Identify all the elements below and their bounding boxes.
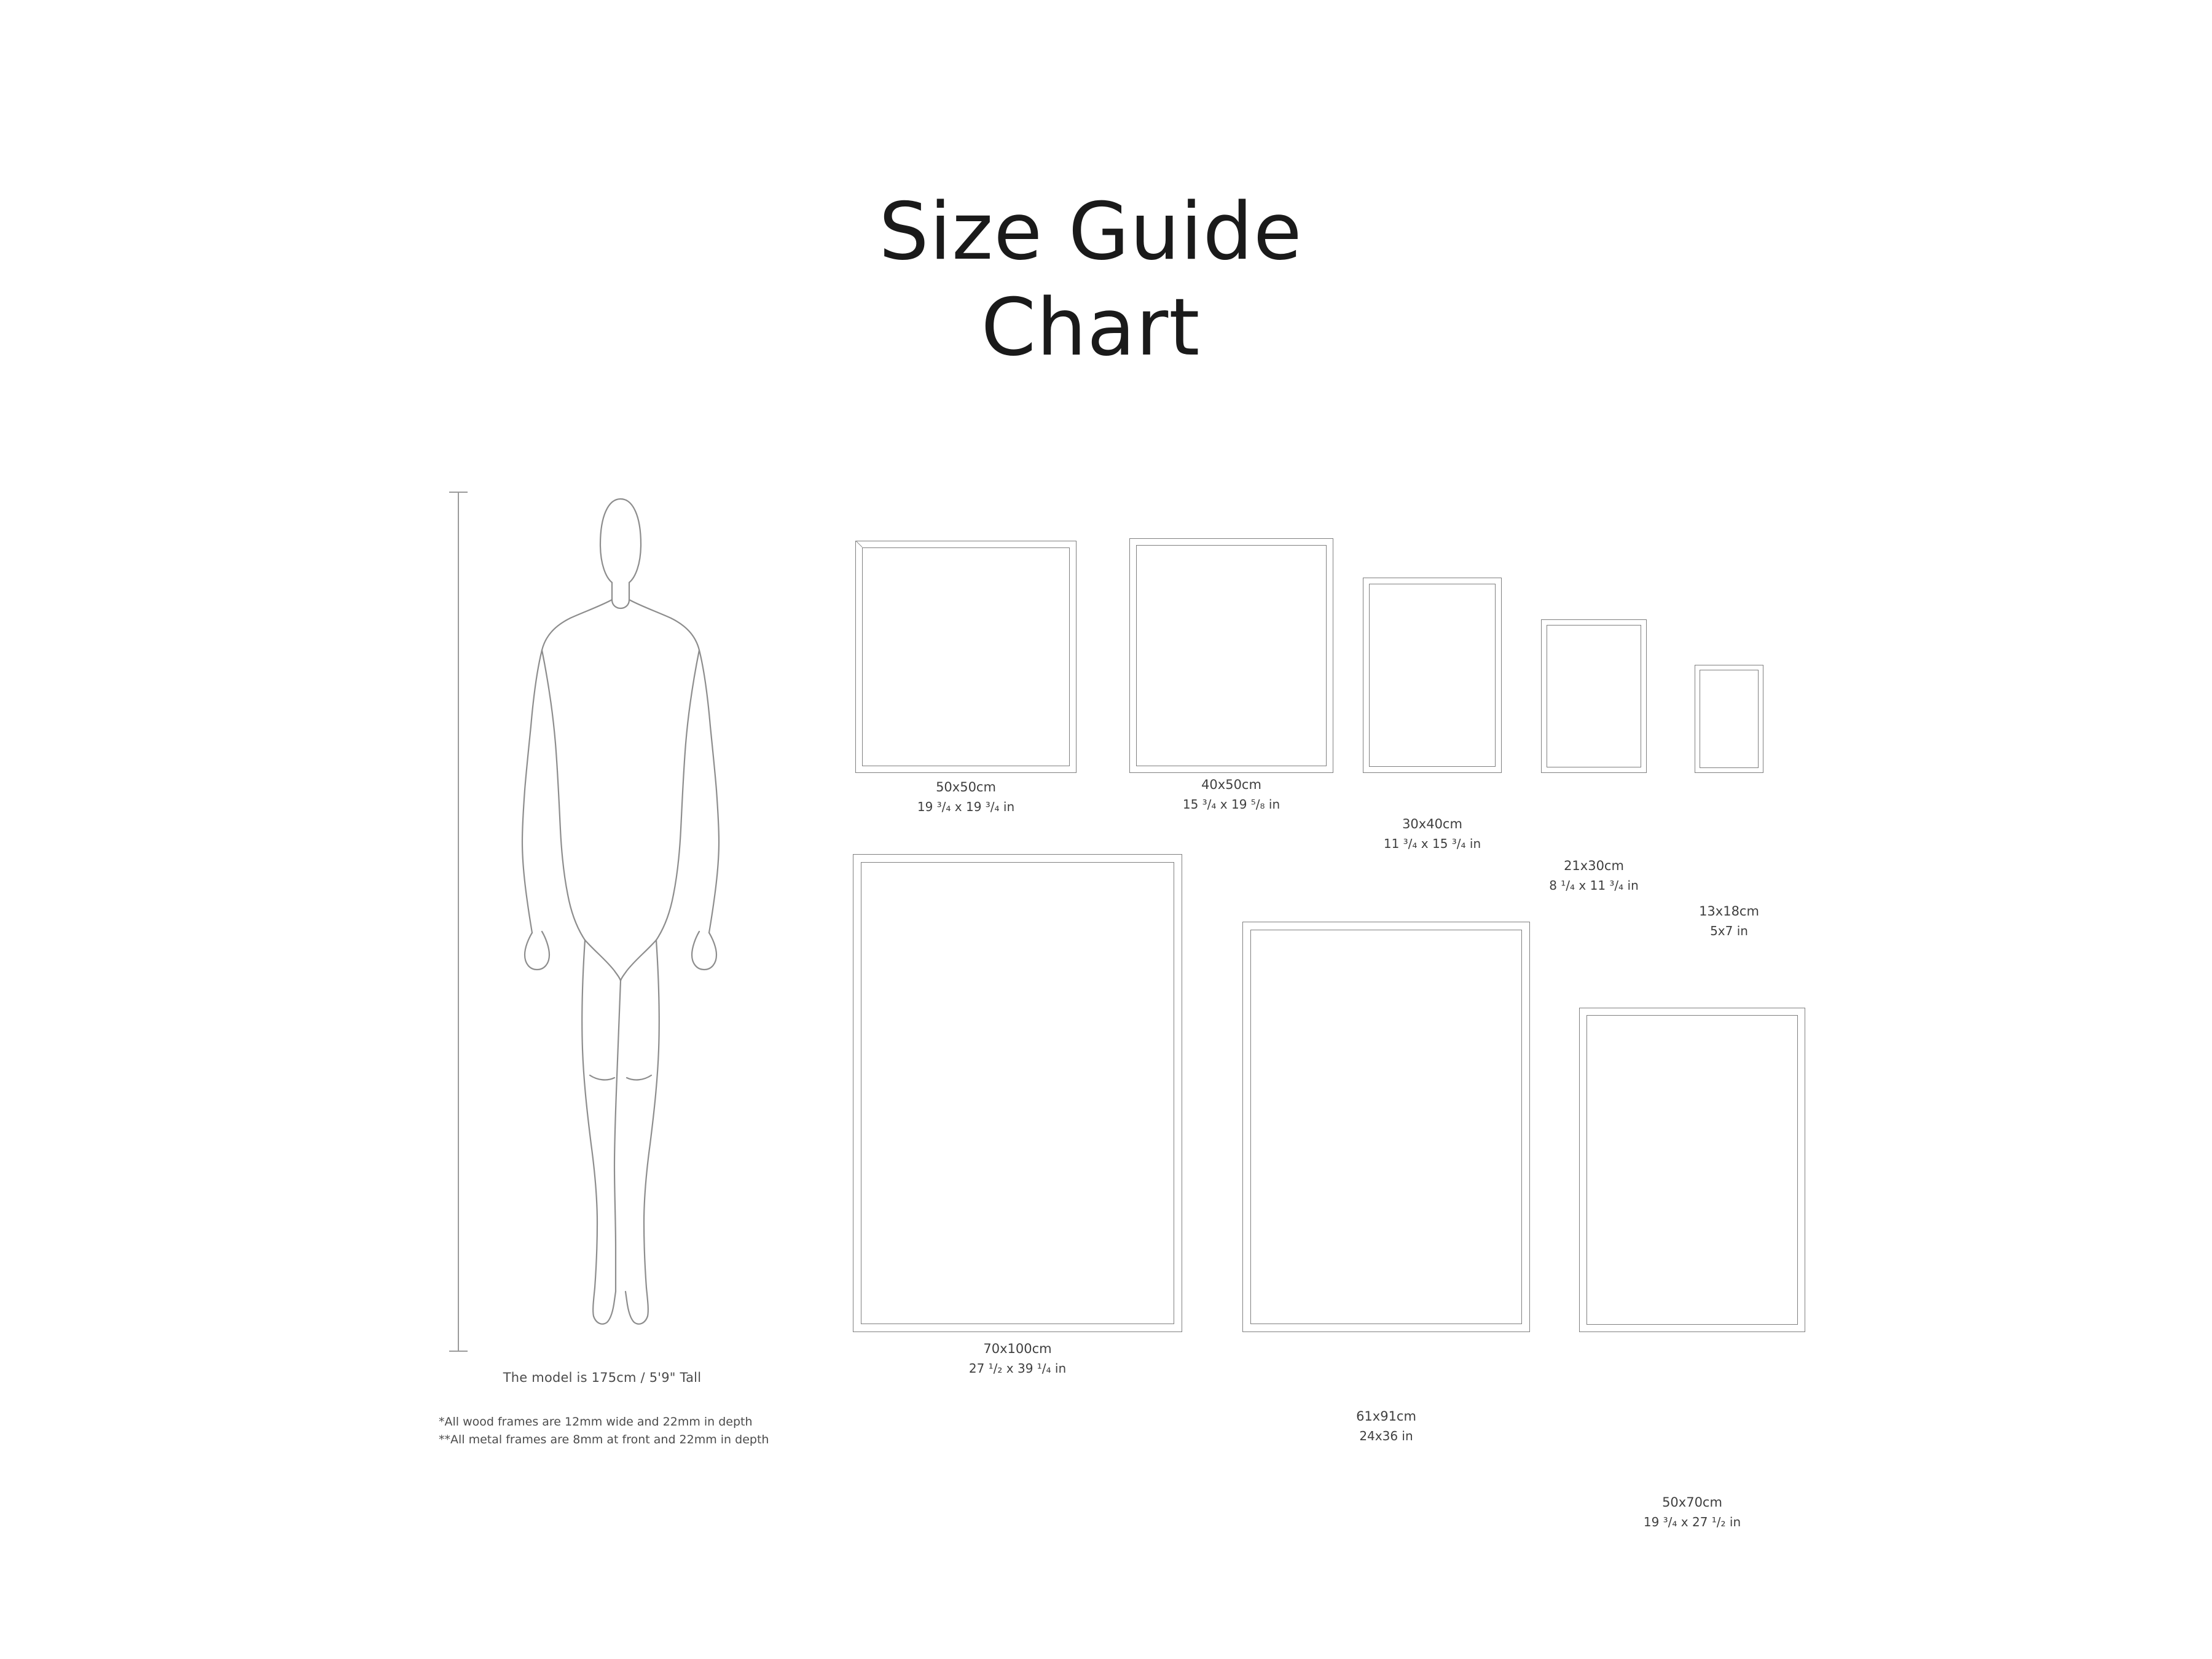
frame-50x50-cm: 50x50cm (936, 780, 996, 794)
frame-61x91[interactable] (1242, 922, 1530, 1443)
title-line-2: Chart (981, 282, 1201, 374)
footnote-wood-frames: *All wood frames are 12mm wide and 22mm in depth (439, 1415, 753, 1429)
frame-40x50-outer (1129, 538, 1333, 773)
frame-40x50-cm: 40x50cm (1201, 777, 1261, 792)
model-height-caption: The model is 175cm / 5'9" Tall (503, 1370, 702, 1385)
frame-50x70-cm: 50x70cm (1662, 1495, 1722, 1510)
frame-13x18-outer (1695, 665, 1763, 773)
frame-21x30-in: 8 ¹/₄ x 11 ³/₄ in (1549, 877, 1639, 893)
frame-61x91-cm: 61x91cm (1356, 1409, 1416, 1424)
frame-50x50-outer (855, 541, 1077, 773)
frame-61x91-inner (1250, 930, 1522, 1324)
frame-21x30-labels (1523, 857, 1665, 895)
frame-70x100-outer (853, 854, 1182, 1332)
frame-30x40-in: 11 ³/₄ x 15 ³/₄ in (1383, 836, 1481, 851)
frame-30x40-cm: 30x40cm (1402, 817, 1462, 831)
frame-30x40-inner (1369, 584, 1496, 767)
frame-50x70-outer (1579, 1008, 1805, 1332)
frame-21x30[interactable] (1541, 619, 1647, 893)
frame-50x70-inner (1586, 1015, 1798, 1325)
frame-50x70-labels (1579, 1493, 1805, 1531)
frame-50x70-in: 19 ³/₄ x 27 ¹/₂ in (1643, 1514, 1741, 1529)
frame-40x50-labels (1129, 775, 1333, 814)
frame-50x50[interactable] (855, 541, 1077, 814)
frame-61x91-outer (1242, 922, 1530, 1332)
frame-70x100[interactable] (853, 854, 1182, 1376)
frame-50x50-inner (862, 547, 1070, 766)
frame-13x18-in: 5x7 in (1710, 923, 1748, 938)
title-line-1: Size Guide (879, 186, 1303, 278)
frame-61x91-labels (1242, 1407, 1530, 1445)
frame-40x50-inner (1136, 545, 1327, 766)
frame-70x100-cm: 70x100cm (983, 1341, 1052, 1356)
frame-40x50[interactable] (1129, 538, 1333, 812)
frame-13x18-cm: 13x18cm (1699, 904, 1759, 919)
frame-30x40-labels (1357, 815, 1508, 853)
frame-30x40[interactable] (1363, 578, 1502, 851)
frame-13x18[interactable] (1695, 665, 1763, 938)
frame-30x40-outer (1363, 578, 1502, 773)
frame-70x100-inner (861, 862, 1174, 1324)
frame-21x30-outer (1541, 619, 1647, 773)
frame-61x91-in: 24x36 in (1359, 1428, 1413, 1443)
frame-13x18-inner (1700, 670, 1759, 768)
frame-50x70[interactable] (1579, 1008, 1805, 1529)
frame-50x50-in: 19 ³/₄ x 19 ³/₄ in (917, 799, 1015, 814)
frame-70x100-labels (853, 1339, 1182, 1378)
frame-70x100-in: 27 ¹/₂ x 39 ¹/₄ in (968, 1360, 1067, 1376)
frame-50x50-labels (855, 778, 1077, 816)
footnote-metal-frames: **All metal frames are 8mm at front and 22mm in depth (439, 1433, 769, 1447)
frame-21x30-cm: 21x30cm (1564, 858, 1624, 873)
frame-50x50-bevel-tl (856, 541, 863, 547)
frame-21x30-inner (1547, 625, 1641, 767)
frame-13x18-labels (1670, 902, 1788, 940)
frame-40x50-in: 15 ³/₄ x 19 ⁵/₈ in (1182, 796, 1281, 812)
